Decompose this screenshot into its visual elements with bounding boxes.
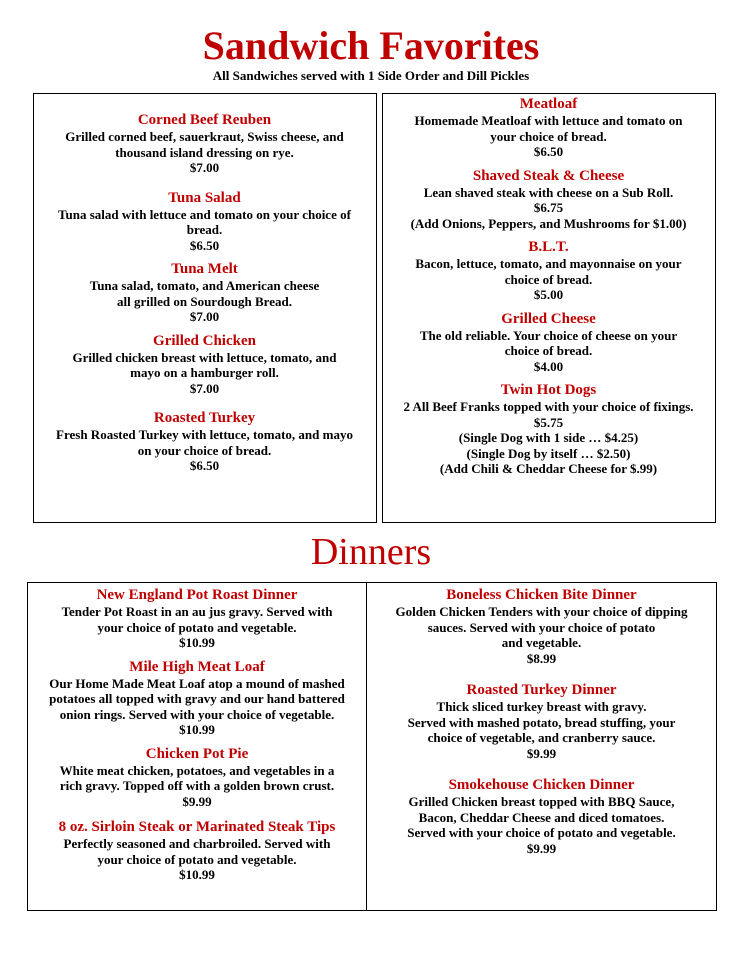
menu-item <box>368 682 715 761</box>
item-description: Grilled chicken breast with lettuce, tomato, and mayo on a hamburger roll. <box>72 349 337 380</box>
item-name: Corned Beef Reuben <box>137 112 272 128</box>
item-description: Grilled Chicken breast topped with BBQ Sauce, Bacon, Cheddar Cheese and diced tomatoes. Served with your choice of potato and vegetable. <box>407 794 676 840</box>
page-title: Sandwich Favorites <box>202 23 540 68</box>
item-name: Twin Hot Dogs <box>500 382 597 398</box>
menu-item <box>28 746 366 810</box>
menu-item <box>383 96 714 160</box>
item-description: Grilled corned beef, sauerkraut, Swiss cheese, and thousand island dressing on rye. <box>65 129 344 160</box>
item-price: $10.99 <box>179 867 215 882</box>
menu-item <box>28 819 366 883</box>
item-name: Mile High Meat Loaf <box>129 658 265 675</box>
menu-item <box>383 382 714 477</box>
item-price: $7.00 <box>189 160 220 175</box>
item-description: The old reliable. Your choice of cheese on your choice of bread. <box>419 327 678 358</box>
item-price: $10.99 <box>179 722 215 737</box>
item-price: $4.00 <box>533 358 564 374</box>
dinners-box <box>27 582 717 911</box>
sandwich-list-right <box>383 96 714 477</box>
item-description: Bacon, lettuce, tomato, and mayonnaise on your choice of bread. <box>415 256 682 287</box>
item-description: Lean shaved steak with cheese on a Sub Roll. <box>423 184 674 200</box>
item-note: (Single Dog with 1 side … $4.25) (Single Dog by itself … $2.50) (Add Chili & Cheddar Cheese for $.99) <box>439 430 658 476</box>
item-price: $6.50 <box>533 144 564 159</box>
item-name: Meatloaf <box>519 96 578 112</box>
item-description: 2 All Beef Franks topped with your choice of fixings. <box>403 399 694 414</box>
dinners-title: Dinners <box>310 531 432 573</box>
item-description: Golden Chicken Tenders with your choice of dipping sauces. Served with your choice of potato and vegetable. <box>395 604 688 650</box>
sandwich-box-left <box>33 93 377 523</box>
item-name: Grilled Cheese <box>501 310 596 327</box>
item-description: Tuna salad, tomato, and American cheese all grilled on Sourdough Bread. <box>89 278 320 309</box>
item-price: $10.99 <box>179 635 215 650</box>
item-description: Thick sliced turkey breast with gravy. Served with mashed potato, bread stuffing, your choice of vegetable, and cranberry sauce. <box>407 699 676 745</box>
dinner-list-right <box>368 587 715 856</box>
item-price: $9.99 <box>526 745 557 761</box>
item-description: Fresh Roasted Turkey with lettuce, tomato, and mayo on your choice of bread. <box>56 427 353 458</box>
item-description: Homemade Meatloaf with lettuce and tomato on your choice of bread. <box>414 113 683 144</box>
menu-item <box>383 239 714 303</box>
item-price: $5.00 <box>533 287 564 302</box>
item-description: Perfectly seasoned and charbroiled. Served with your choice of potato and vegetable. <box>63 836 331 867</box>
menu-item <box>34 333 375 397</box>
item-price: $6.50 <box>189 458 220 473</box>
item-price: $7.00 <box>189 309 220 324</box>
dinner-list-left <box>28 587 366 883</box>
page-subtitle: All Sandwiches served with 1 Side Order and Dill Pickles <box>212 68 530 83</box>
item-name: Tuna Melt <box>171 261 238 277</box>
item-name: Boneless Chicken Bite Dinner <box>446 587 637 603</box>
item-name: 8 oz. Sirloin Steak or Marinated Steak Tips <box>58 819 336 835</box>
item-description: White meat chicken, potatoes, and vegetables in a rich gravy. Topped off with a golden brown crust. <box>59 762 335 793</box>
item-name: B.L.T. <box>528 239 569 255</box>
item-price: $6.75 <box>533 200 564 215</box>
item-price: $7.00 <box>189 380 220 396</box>
item-price: $6.50 <box>189 237 220 253</box>
menu-item <box>368 777 715 856</box>
item-name: Tuna Salad <box>168 189 241 206</box>
item-price: $8.99 <box>526 650 557 666</box>
item-name: Roasted Turkey Dinner <box>466 682 617 698</box>
item-note: (Add Onions, Peppers, and Mushrooms for $1.00) <box>410 215 687 231</box>
item-name: Chicken Pot Pie <box>145 745 249 762</box>
menu-item <box>368 587 715 666</box>
item-description: Our Home Made Meat Loaf atop a mound of mashed potatoes all topped with gravy and our hand battered onion rings. Served with your choice of vegetable. <box>49 675 345 722</box>
menu-item <box>28 587 366 651</box>
item-name: Roasted Turkey <box>153 410 256 426</box>
sandwich-box-right <box>382 93 716 523</box>
item-name: New England Pot Roast Dinner <box>96 587 298 603</box>
item-price: $9.99 <box>526 840 557 856</box>
menu-item <box>28 659 366 738</box>
menu-item <box>383 168 714 232</box>
sandwich-list-left <box>34 112 375 474</box>
menu-item <box>383 311 714 375</box>
item-description: Tender Pot Roast in an au jus gravy. Served with your choice of potato and vegetable. <box>61 604 333 635</box>
item-price: $5.75 <box>533 414 564 430</box>
item-description: Tuna salad with lettuce and tomato on your choice of bread. <box>58 206 351 237</box>
item-price: $9.99 <box>182 793 212 809</box>
menu-item <box>34 112 375 176</box>
menu-item <box>34 190 375 254</box>
item-name: Shaved Steak & Cheese <box>472 167 625 184</box>
column-divider <box>366 583 367 910</box>
menu-item <box>34 261 375 325</box>
menu-item <box>34 410 375 474</box>
item-name: Smokehouse Chicken Dinner <box>448 777 635 793</box>
item-name: Grilled Chicken <box>153 332 256 349</box>
